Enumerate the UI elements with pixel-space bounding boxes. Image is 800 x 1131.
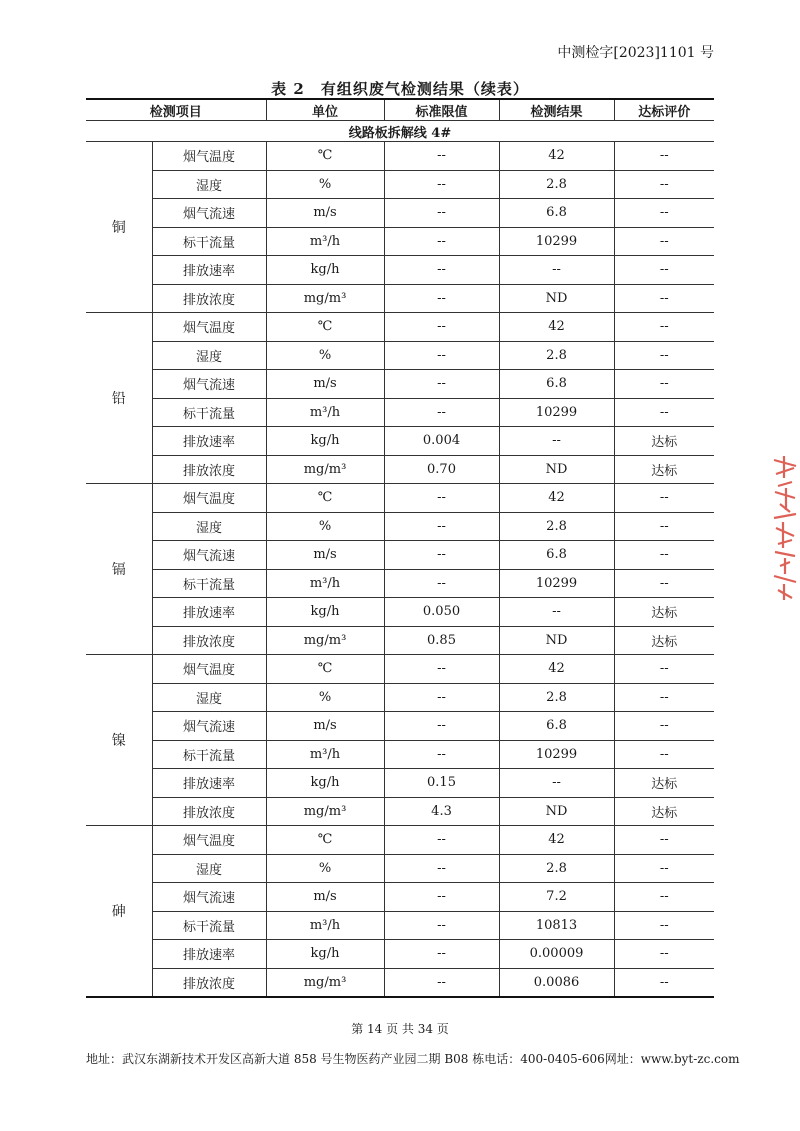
unit-cell: kg/h bbox=[266, 769, 384, 798]
evaluation-cell: -- bbox=[614, 370, 714, 399]
table-row bbox=[86, 256, 714, 285]
evaluation-cell: -- bbox=[614, 854, 714, 883]
metal-name-cell: 镉 bbox=[86, 484, 152, 655]
evaluation-cell: -- bbox=[614, 256, 714, 285]
limit-cell: -- bbox=[384, 968, 499, 997]
limit-cell: -- bbox=[384, 712, 499, 741]
parameter-cell: 湿度 bbox=[152, 170, 266, 199]
evaluation-cell: -- bbox=[614, 712, 714, 741]
table-title: 表 2 有组织废气检测结果（续表） bbox=[271, 80, 529, 98]
limit-cell: -- bbox=[384, 683, 499, 712]
table-row bbox=[86, 455, 714, 484]
unit-cell: m/s bbox=[266, 883, 384, 912]
limit-cell: -- bbox=[384, 227, 499, 256]
limit-cell: -- bbox=[384, 569, 499, 598]
unit-cell: % bbox=[266, 683, 384, 712]
result-cell: -- bbox=[499, 256, 614, 285]
unit-cell: m/s bbox=[266, 712, 384, 741]
evaluation-cell: 达标 bbox=[614, 598, 714, 627]
parameter-cell: 标干流量 bbox=[152, 398, 266, 427]
footer-website: 网址：www.byt-zc.com bbox=[604, 1052, 740, 1066]
footer-address: 地址：武汉东湖新技术开发区高新大道 858 号生物医药产业园二期 B08 栋 bbox=[86, 1052, 485, 1066]
evaluation-cell: -- bbox=[614, 968, 714, 997]
evaluation-cell: -- bbox=[614, 227, 714, 256]
result-cell: 42 bbox=[499, 484, 614, 513]
parameter-cell: 烟气流速 bbox=[152, 370, 266, 399]
unit-cell: % bbox=[266, 854, 384, 883]
footer-contact bbox=[86, 1050, 740, 1067]
table-row bbox=[86, 826, 714, 855]
header-item: 检测项目 bbox=[86, 99, 266, 121]
unit-cell: mg/m³ bbox=[266, 626, 384, 655]
parameter-cell: 烟气温度 bbox=[152, 313, 266, 342]
unit-cell: ℃ bbox=[266, 655, 384, 684]
evaluation-cell: -- bbox=[614, 740, 714, 769]
table-row bbox=[86, 170, 714, 199]
result-cell: ND bbox=[499, 455, 614, 484]
unit-cell: % bbox=[266, 512, 384, 541]
limit-cell: -- bbox=[384, 341, 499, 370]
header-limit: 标准限值 bbox=[384, 99, 499, 121]
evaluation-cell: -- bbox=[614, 199, 714, 228]
parameter-cell: 烟气流速 bbox=[152, 199, 266, 228]
parameter-cell: 标干流量 bbox=[152, 569, 266, 598]
table-row bbox=[86, 313, 714, 342]
table-row bbox=[86, 655, 714, 684]
table-row bbox=[86, 284, 714, 313]
limit-cell: -- bbox=[384, 512, 499, 541]
result-cell: 6.8 bbox=[499, 712, 614, 741]
result-cell: 42 bbox=[499, 826, 614, 855]
evaluation-cell: -- bbox=[614, 398, 714, 427]
evaluation-cell: -- bbox=[614, 883, 714, 912]
seal-stamp-icon bbox=[770, 452, 800, 602]
unit-cell: ℃ bbox=[266, 826, 384, 855]
parameter-cell: 排放浓度 bbox=[152, 797, 266, 826]
result-cell: 42 bbox=[499, 313, 614, 342]
unit-cell: m³/h bbox=[266, 740, 384, 769]
result-cell: 6.8 bbox=[499, 541, 614, 570]
parameter-cell: 排放浓度 bbox=[152, 455, 266, 484]
result-cell: 7.2 bbox=[499, 883, 614, 912]
result-cell: -- bbox=[499, 427, 614, 456]
limit-cell: -- bbox=[384, 370, 499, 399]
result-cell: 0.0086 bbox=[499, 968, 614, 997]
parameter-cell: 烟气流速 bbox=[152, 712, 266, 741]
parameter-cell: 湿度 bbox=[152, 341, 266, 370]
result-cell: 2.8 bbox=[499, 170, 614, 199]
result-cell: 10299 bbox=[499, 740, 614, 769]
result-cell: ND bbox=[499, 797, 614, 826]
limit-cell: -- bbox=[384, 541, 499, 570]
header-unit: 单位 bbox=[266, 99, 384, 121]
limit-cell: 0.050 bbox=[384, 598, 499, 627]
result-cell: -- bbox=[499, 598, 614, 627]
unit-cell: kg/h bbox=[266, 427, 384, 456]
table-row bbox=[86, 398, 714, 427]
table-row bbox=[86, 911, 714, 940]
unit-cell: mg/m³ bbox=[266, 797, 384, 826]
table-row bbox=[86, 227, 714, 256]
parameter-cell: 湿度 bbox=[152, 512, 266, 541]
limit-cell: -- bbox=[384, 883, 499, 912]
parameter-cell: 排放速率 bbox=[152, 598, 266, 627]
limit-cell: -- bbox=[384, 142, 499, 171]
limit-cell: 0.85 bbox=[384, 626, 499, 655]
table-row bbox=[86, 427, 714, 456]
evaluation-cell: -- bbox=[614, 541, 714, 570]
parameter-cell: 排放浓度 bbox=[152, 626, 266, 655]
parameter-cell: 烟气温度 bbox=[152, 826, 266, 855]
table-row bbox=[86, 854, 714, 883]
evaluation-cell: -- bbox=[614, 142, 714, 171]
parameter-cell: 排放浓度 bbox=[152, 968, 266, 997]
section-label: 线路板拆解线 4# bbox=[86, 121, 714, 142]
limit-cell: -- bbox=[384, 256, 499, 285]
table-row bbox=[86, 484, 714, 513]
table-row bbox=[86, 142, 714, 171]
table-row bbox=[86, 569, 714, 598]
table-row bbox=[86, 341, 714, 370]
limit-cell: 0.004 bbox=[384, 427, 499, 456]
table-row bbox=[86, 797, 714, 826]
limit-cell: 0.15 bbox=[384, 769, 499, 798]
unit-cell: m/s bbox=[266, 541, 384, 570]
limit-cell: -- bbox=[384, 740, 499, 769]
parameter-cell: 排放浓度 bbox=[152, 284, 266, 313]
parameter-cell: 标干流量 bbox=[152, 227, 266, 256]
header-result: 检测结果 bbox=[499, 99, 614, 121]
result-cell: 2.8 bbox=[499, 854, 614, 883]
evaluation-cell: -- bbox=[614, 940, 714, 969]
document-number: 中测检字[2023]1101 号 bbox=[557, 45, 714, 61]
unit-cell: m/s bbox=[266, 370, 384, 399]
section-row bbox=[86, 121, 714, 142]
table-row bbox=[86, 883, 714, 912]
limit-cell: -- bbox=[384, 398, 499, 427]
result-cell: 2.8 bbox=[499, 512, 614, 541]
table-header-row bbox=[86, 99, 714, 121]
limit-cell: 4.3 bbox=[384, 797, 499, 826]
unit-cell: % bbox=[266, 170, 384, 199]
table-row bbox=[86, 712, 714, 741]
table-row bbox=[86, 370, 714, 399]
evaluation-cell: -- bbox=[614, 170, 714, 199]
unit-cell: mg/m³ bbox=[266, 968, 384, 997]
limit-cell: -- bbox=[384, 170, 499, 199]
result-cell: 2.8 bbox=[499, 683, 614, 712]
table-row bbox=[86, 626, 714, 655]
evaluation-cell: -- bbox=[614, 655, 714, 684]
table-row bbox=[86, 541, 714, 570]
limit-cell: -- bbox=[384, 313, 499, 342]
limit-cell: -- bbox=[384, 655, 499, 684]
result-cell: -- bbox=[499, 769, 614, 798]
parameter-cell: 标干流量 bbox=[152, 740, 266, 769]
evaluation-cell: 达标 bbox=[614, 427, 714, 456]
limit-cell: 0.70 bbox=[384, 455, 499, 484]
metal-name-cell: 铅 bbox=[86, 313, 152, 484]
unit-cell: kg/h bbox=[266, 598, 384, 627]
metal-name-cell: 铜 bbox=[86, 142, 152, 313]
evaluation-cell: 达标 bbox=[614, 626, 714, 655]
table-row bbox=[86, 683, 714, 712]
evaluation-cell: -- bbox=[614, 284, 714, 313]
limit-cell: -- bbox=[384, 199, 499, 228]
result-cell: 10299 bbox=[499, 569, 614, 598]
limit-cell: -- bbox=[384, 940, 499, 969]
result-cell: ND bbox=[499, 626, 614, 655]
limit-cell: -- bbox=[384, 284, 499, 313]
seal-stamp-edge bbox=[770, 452, 800, 606]
metal-name-cell: 砷 bbox=[86, 826, 152, 998]
footer-phone: 电话：400-0405-606 bbox=[484, 1052, 605, 1066]
result-cell: 10813 bbox=[499, 911, 614, 940]
limit-cell: -- bbox=[384, 826, 499, 855]
table-row bbox=[86, 769, 714, 798]
parameter-cell: 湿度 bbox=[152, 854, 266, 883]
parameter-cell: 排放速率 bbox=[152, 427, 266, 456]
unit-cell: ℃ bbox=[266, 313, 384, 342]
evaluation-cell: -- bbox=[614, 683, 714, 712]
parameter-cell: 排放速率 bbox=[152, 940, 266, 969]
unit-cell: ℃ bbox=[266, 484, 384, 513]
unit-cell: m³/h bbox=[266, 911, 384, 940]
unit-cell: m/s bbox=[266, 199, 384, 228]
result-cell: 42 bbox=[499, 655, 614, 684]
result-cell: 2.8 bbox=[499, 341, 614, 370]
table-row bbox=[86, 968, 714, 997]
unit-cell: kg/h bbox=[266, 940, 384, 969]
metal-name-cell: 镍 bbox=[86, 655, 152, 826]
result-cell: 42 bbox=[499, 142, 614, 171]
table-row bbox=[86, 740, 714, 769]
result-cell: 6.8 bbox=[499, 370, 614, 399]
evaluation-cell: 达标 bbox=[614, 769, 714, 798]
unit-cell: ℃ bbox=[266, 142, 384, 171]
evaluation-cell: 达标 bbox=[614, 797, 714, 826]
table-row bbox=[86, 598, 714, 627]
evaluation-cell: -- bbox=[614, 313, 714, 342]
unit-cell: % bbox=[266, 341, 384, 370]
header-evaluation: 达标评价 bbox=[614, 99, 714, 121]
evaluation-cell: -- bbox=[614, 826, 714, 855]
result-cell: ND bbox=[499, 284, 614, 313]
parameter-cell: 排放速率 bbox=[152, 769, 266, 798]
limit-cell: -- bbox=[384, 854, 499, 883]
unit-cell: mg/m³ bbox=[266, 284, 384, 313]
parameter-cell: 烟气温度 bbox=[152, 142, 266, 171]
unit-cell: m³/h bbox=[266, 227, 384, 256]
result-cell: 10299 bbox=[499, 398, 614, 427]
result-cell: 0.00009 bbox=[499, 940, 614, 969]
unit-cell: kg/h bbox=[266, 256, 384, 285]
evaluation-cell: -- bbox=[614, 341, 714, 370]
unit-cell: mg/m³ bbox=[266, 455, 384, 484]
parameter-cell: 排放速率 bbox=[152, 256, 266, 285]
table-row bbox=[86, 199, 714, 228]
limit-cell: -- bbox=[384, 484, 499, 513]
table-row bbox=[86, 940, 714, 969]
limit-cell: -- bbox=[384, 911, 499, 940]
parameter-cell: 标干流量 bbox=[152, 911, 266, 940]
evaluation-cell: -- bbox=[614, 484, 714, 513]
parameter-cell: 烟气流速 bbox=[152, 883, 266, 912]
results-table bbox=[86, 98, 714, 998]
unit-cell: m³/h bbox=[266, 569, 384, 598]
result-cell: 10299 bbox=[499, 227, 614, 256]
unit-cell: m³/h bbox=[266, 398, 384, 427]
evaluation-cell: -- bbox=[614, 569, 714, 598]
parameter-cell: 湿度 bbox=[152, 683, 266, 712]
parameter-cell: 烟气流速 bbox=[152, 541, 266, 570]
evaluation-cell: -- bbox=[614, 911, 714, 940]
evaluation-cell: -- bbox=[614, 512, 714, 541]
table-row bbox=[86, 512, 714, 541]
parameter-cell: 烟气温度 bbox=[152, 484, 266, 513]
result-cell: 6.8 bbox=[499, 199, 614, 228]
evaluation-cell: 达标 bbox=[614, 455, 714, 484]
parameter-cell: 烟气温度 bbox=[152, 655, 266, 684]
page-number: 第 14 页 共 34 页 bbox=[351, 1022, 449, 1036]
